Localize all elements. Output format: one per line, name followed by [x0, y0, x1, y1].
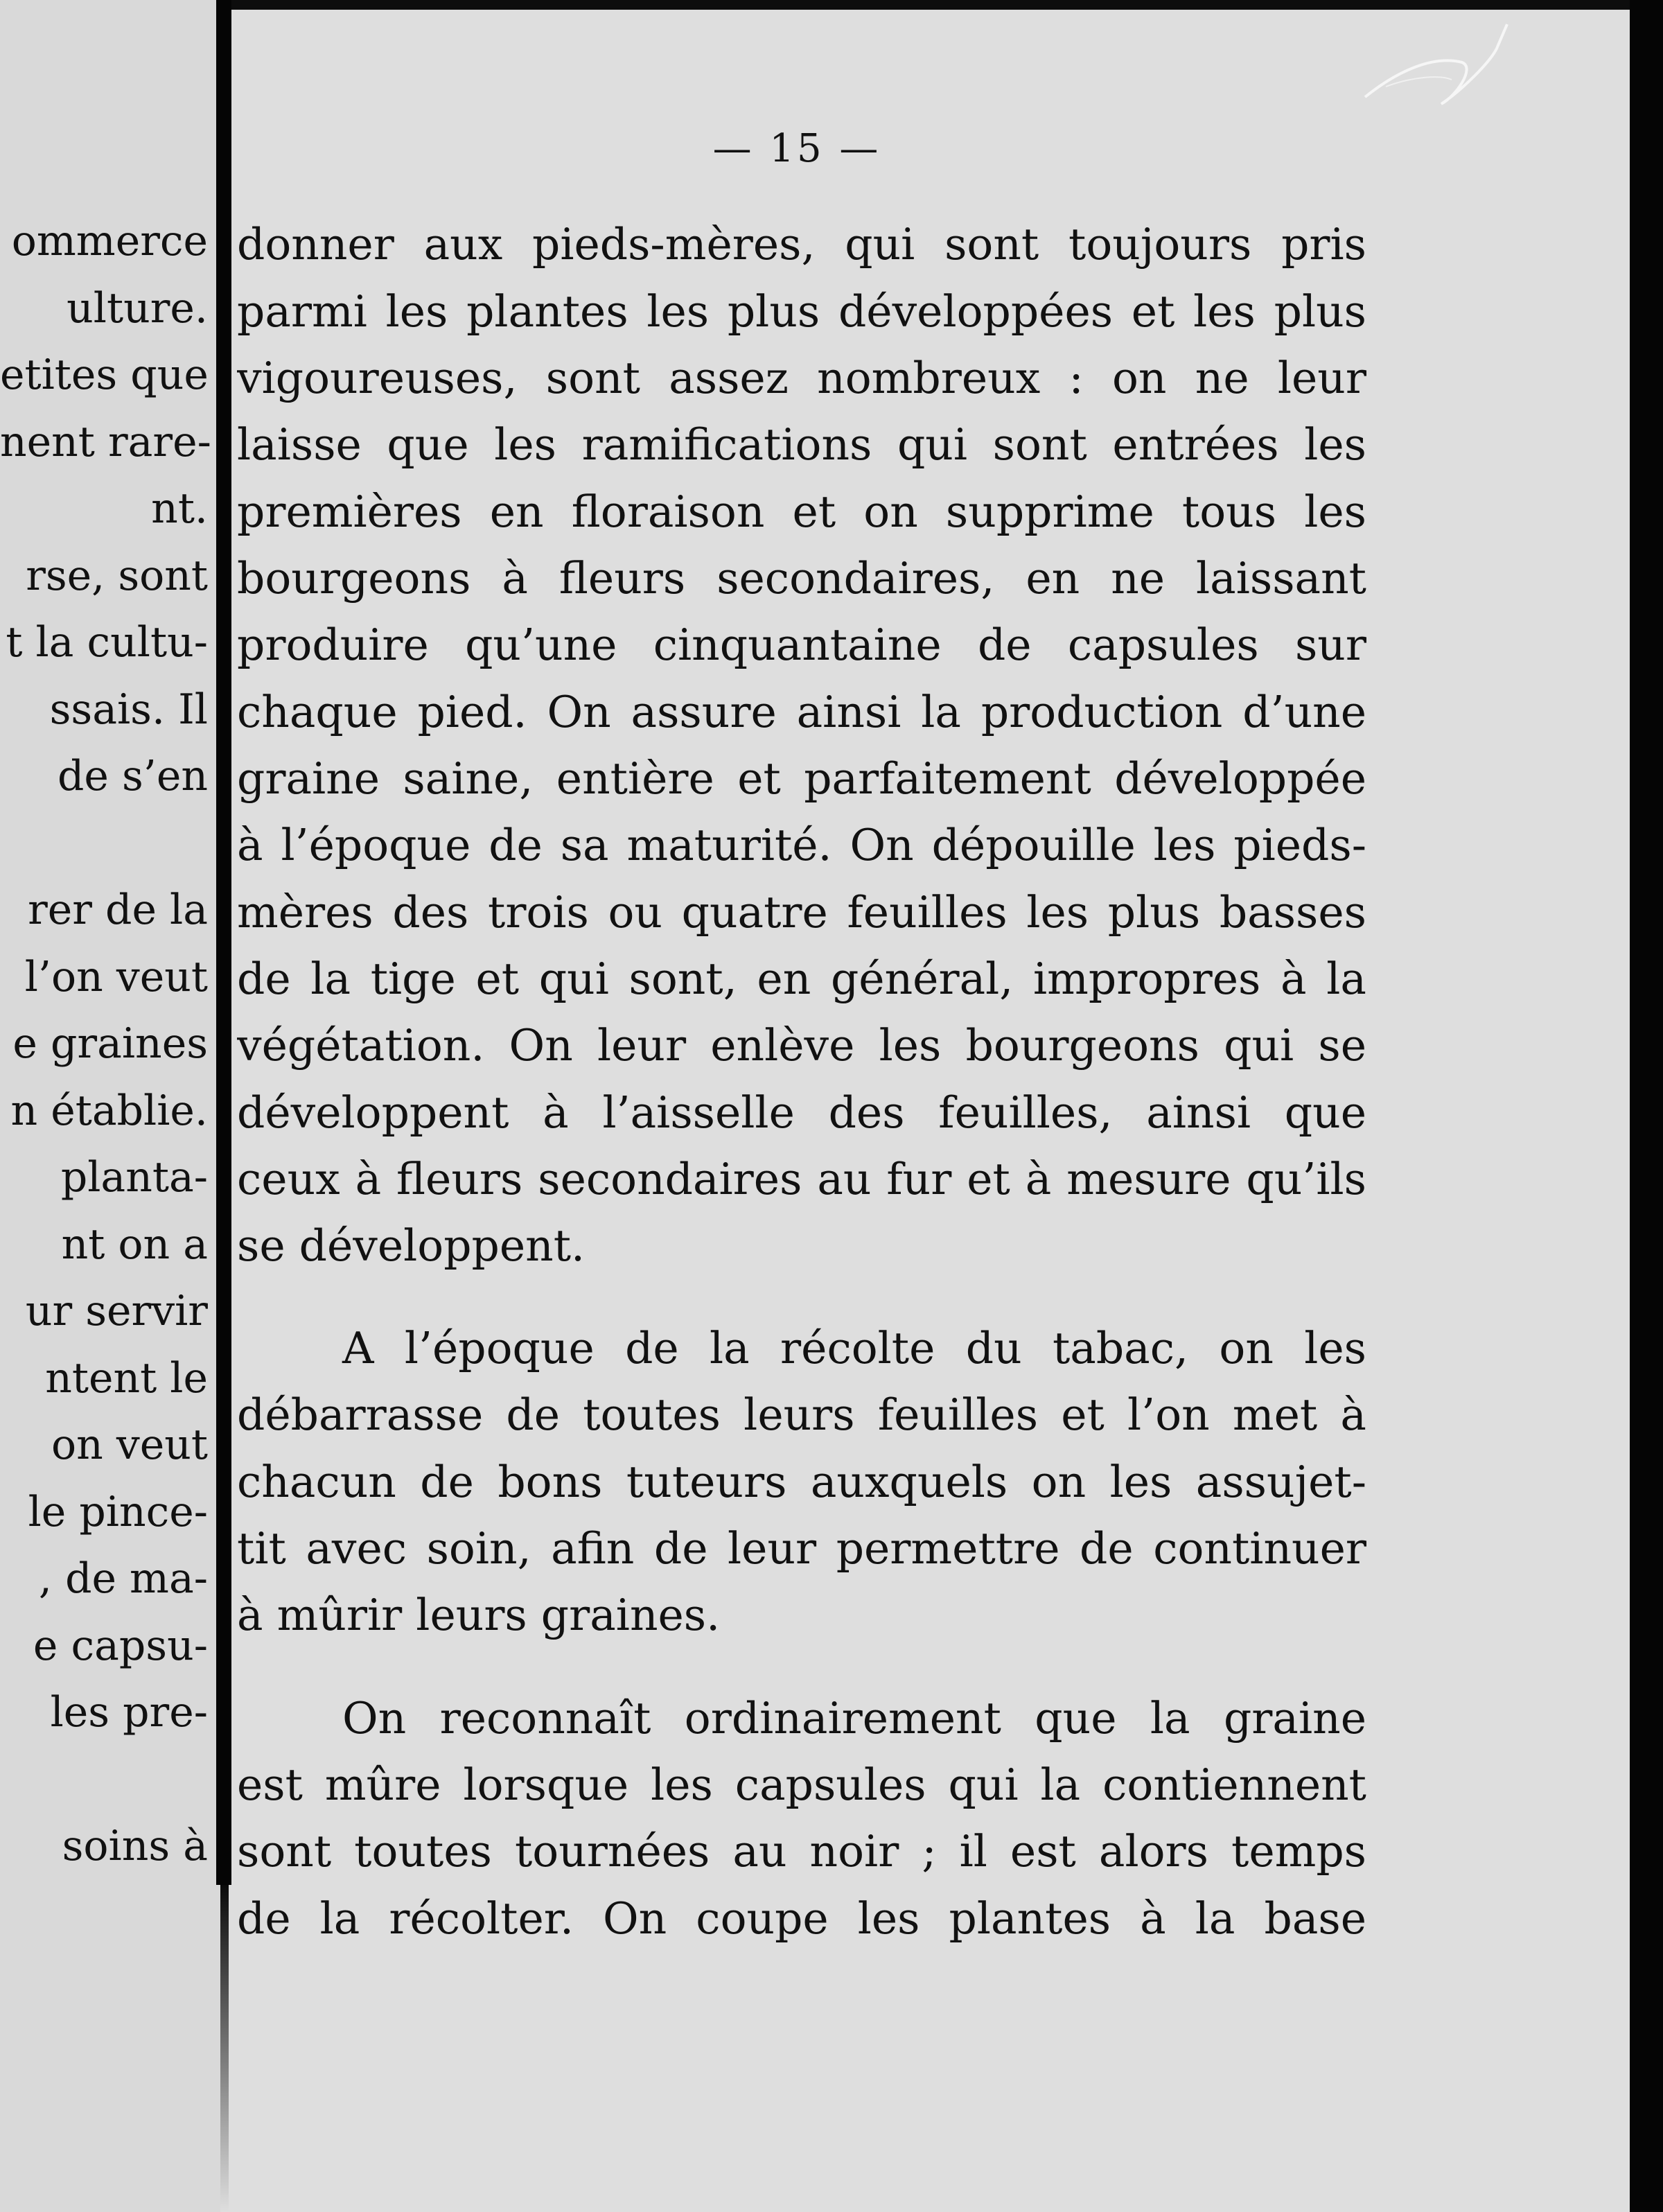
text-line: chacun de bons tuteurs auxquels on les assujet- [237, 1457, 1366, 1507]
text-line: développent à l’aisselle des feuilles, ainsi que [237, 1087, 1366, 1138]
facing-text-line: ssais. Il [49, 685, 208, 734]
text-line: donner aux pieds-mères, qui sont toujours pris [237, 219, 1366, 270]
binding-gutter-shadow [220, 1885, 229, 2212]
text-line: On reconnaît ordinairement que la graine [342, 1693, 1366, 1744]
facing-text-line: , de ma- [38, 1554, 208, 1603]
facing-text-line: nt. [151, 484, 208, 533]
facing-text-line: ulture. [67, 283, 208, 333]
facing-text-line: etites que [0, 351, 209, 399]
facing-text-line: rer de la [28, 886, 208, 934]
facing-text-line: de s’en [57, 752, 208, 800]
text-line: bourgeons à fleurs secondaires, en ne laissant [237, 553, 1366, 604]
facing-text-line: l’on veut [24, 952, 208, 1001]
text-line: graine saine, entière et parfaitement développée [237, 753, 1366, 804]
text-line: de la tige et qui sont, en général, impropres à la [237, 954, 1366, 1004]
text-line: ceux à fleurs secondaires au fur et à mesure qu’ils [237, 1154, 1366, 1204]
text-line: sont toutes tournées au noir ; il est alors temps [237, 1826, 1366, 1877]
text-line: premières en floraison et on supprime tous les [237, 486, 1366, 537]
text-line: à l’époque de sa maturité. On dépouille les pieds- [237, 820, 1366, 870]
scan-right-edge [1630, 0, 1663, 2212]
text-line: chaque pied. On assure ainsi la production d’une [237, 687, 1366, 737]
facing-text-line: rse, sont [26, 551, 208, 600]
text-line: produire qu’une cinquantaine de capsules sur [237, 620, 1366, 670]
facing-text-line: ur servir [25, 1287, 208, 1335]
text-line: débarrasse de toutes leurs feuilles et l’on met à [237, 1389, 1366, 1440]
text-line: parmi les plantes les plus développées et les plus [237, 286, 1366, 337]
facing-text-line: le pince- [28, 1487, 208, 1536]
page-number: — 15 — [712, 126, 881, 171]
facing-text-line: planta- [60, 1153, 208, 1202]
facing-text-line: on veut [51, 1421, 208, 1469]
text-line: A l’époque de la récolte du tabac, on les [342, 1323, 1366, 1373]
facing-text-line: e capsu- [33, 1621, 208, 1670]
facing-text-line: soins à [62, 1822, 208, 1870]
text-line: de la récolter. On coupe les plantes à la base [237, 1893, 1366, 1944]
text-line: se développent. [237, 1220, 586, 1271]
text-line: tit avec soin, afin de leur permettre de continuer [237, 1523, 1366, 1574]
text-line: est mûre lorsque les capsules qui la contiennent [237, 1759, 1366, 1810]
text-line: végétation. On leur enlève les bourgeons qui se [237, 1020, 1366, 1071]
facing-text-line: e graines [12, 1019, 208, 1068]
text-line: à mûrir leurs graines. [237, 1590, 721, 1640]
text-line: laisse que les ramifications qui sont entrées les [237, 419, 1366, 470]
facing-text-line: ntent le [45, 1353, 208, 1403]
facing-text-line: nent rare- [0, 417, 211, 466]
facing-text-line: ommerce [11, 217, 208, 265]
scratch-mark [1358, 21, 1538, 132]
facing-page-fragment [0, 0, 229, 2212]
facing-text-line: les pre- [50, 1688, 208, 1737]
text-line: vigoureuses, sont assez nombreux : on ne leur [237, 353, 1366, 403]
text-line: mères des trois ou quatre feuilles les plus basses [237, 887, 1366, 938]
scan-top-edge [231, 0, 1630, 10]
facing-text-line: n établie. [10, 1086, 208, 1135]
facing-text-line: nt on a [61, 1220, 208, 1269]
binding-gutter [216, 0, 231, 1885]
facing-text-line: t la cultu- [6, 618, 208, 667]
